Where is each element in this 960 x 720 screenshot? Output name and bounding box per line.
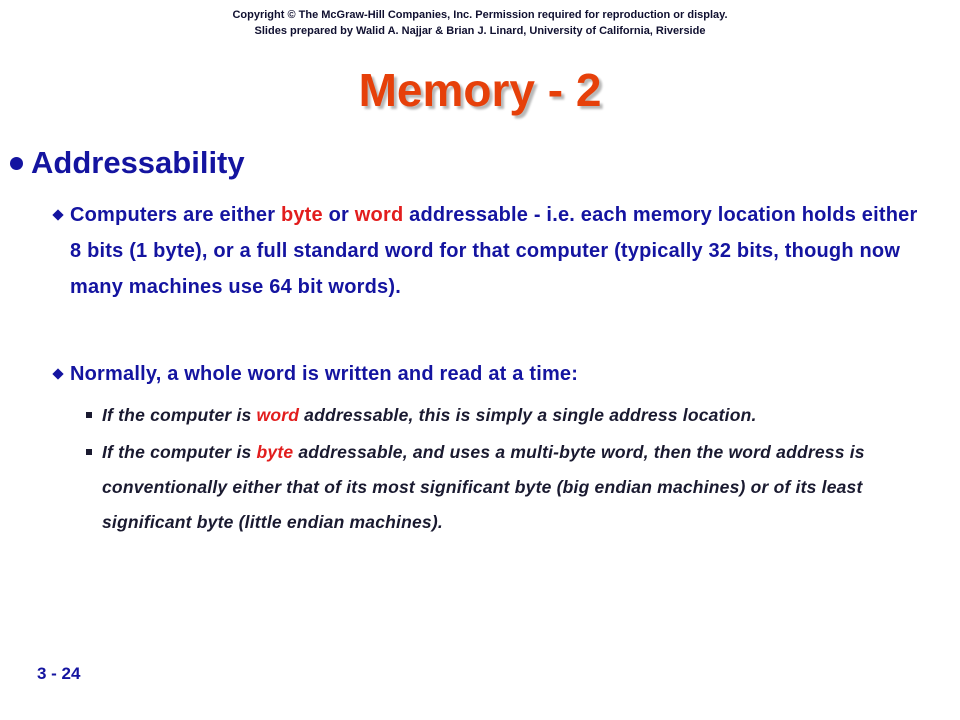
square-bullet-icon [86, 449, 92, 455]
text-run: or [322, 204, 355, 226]
text-run: If the computer is [102, 442, 257, 462]
highlight-word: word [354, 204, 404, 226]
sub-bullet-text [102, 398, 912, 433]
highlight-byte: byte [280, 204, 323, 226]
copyright-header [0, 7, 960, 39]
square-bullet-icon [86, 412, 92, 418]
text-run: If the computer is [102, 405, 257, 425]
highlight-byte: byte [256, 442, 294, 462]
slide-title: Memory - 2 [358, 64, 602, 116]
credit-line: Slides prepared by Walid A. Najjar & Brian J. Linard, University of California, Riverside [254, 25, 706, 37]
heading-text: Addressability [31, 145, 245, 180]
copyright-line: Copyright © The McGraw-Hill Companies, Inc. Permission required for reproduction or display. [232, 9, 728, 21]
highlight-word: word [256, 405, 300, 425]
text-run: addressable, this is simply a single address location. [299, 405, 757, 425]
bullet-whole-word [52, 356, 920, 392]
sub-bullet-text [102, 435, 912, 540]
text-run: addressable, and uses a multi-byte word, then the word address is conventionally either that of its most significant byte (big endian machines) or of its least significant byte (little endian machines). [102, 442, 865, 532]
page-number: 3 - 24 [37, 664, 81, 683]
bullet-text [70, 197, 920, 305]
heading-bullet [10, 143, 245, 183]
diamond-bullet-icon [52, 368, 63, 379]
sub-bullet-byte-addressable [84, 435, 912, 540]
text-run: addressable - i.e. each memory location holds either 8 bits (1 byte), or a full standard word for that computer (typically 32 bits, though now many machines use 64 bit words). [70, 204, 918, 298]
bullet-computers-addressable [52, 197, 920, 305]
text-run: Computers are either [70, 204, 281, 226]
sub-bullet-word-addressable [84, 398, 912, 433]
bullet-dot-icon [10, 157, 23, 170]
diamond-bullet-icon [52, 209, 63, 220]
bullet-text: Normally, a whole word is written and read at a time: [70, 363, 579, 385]
